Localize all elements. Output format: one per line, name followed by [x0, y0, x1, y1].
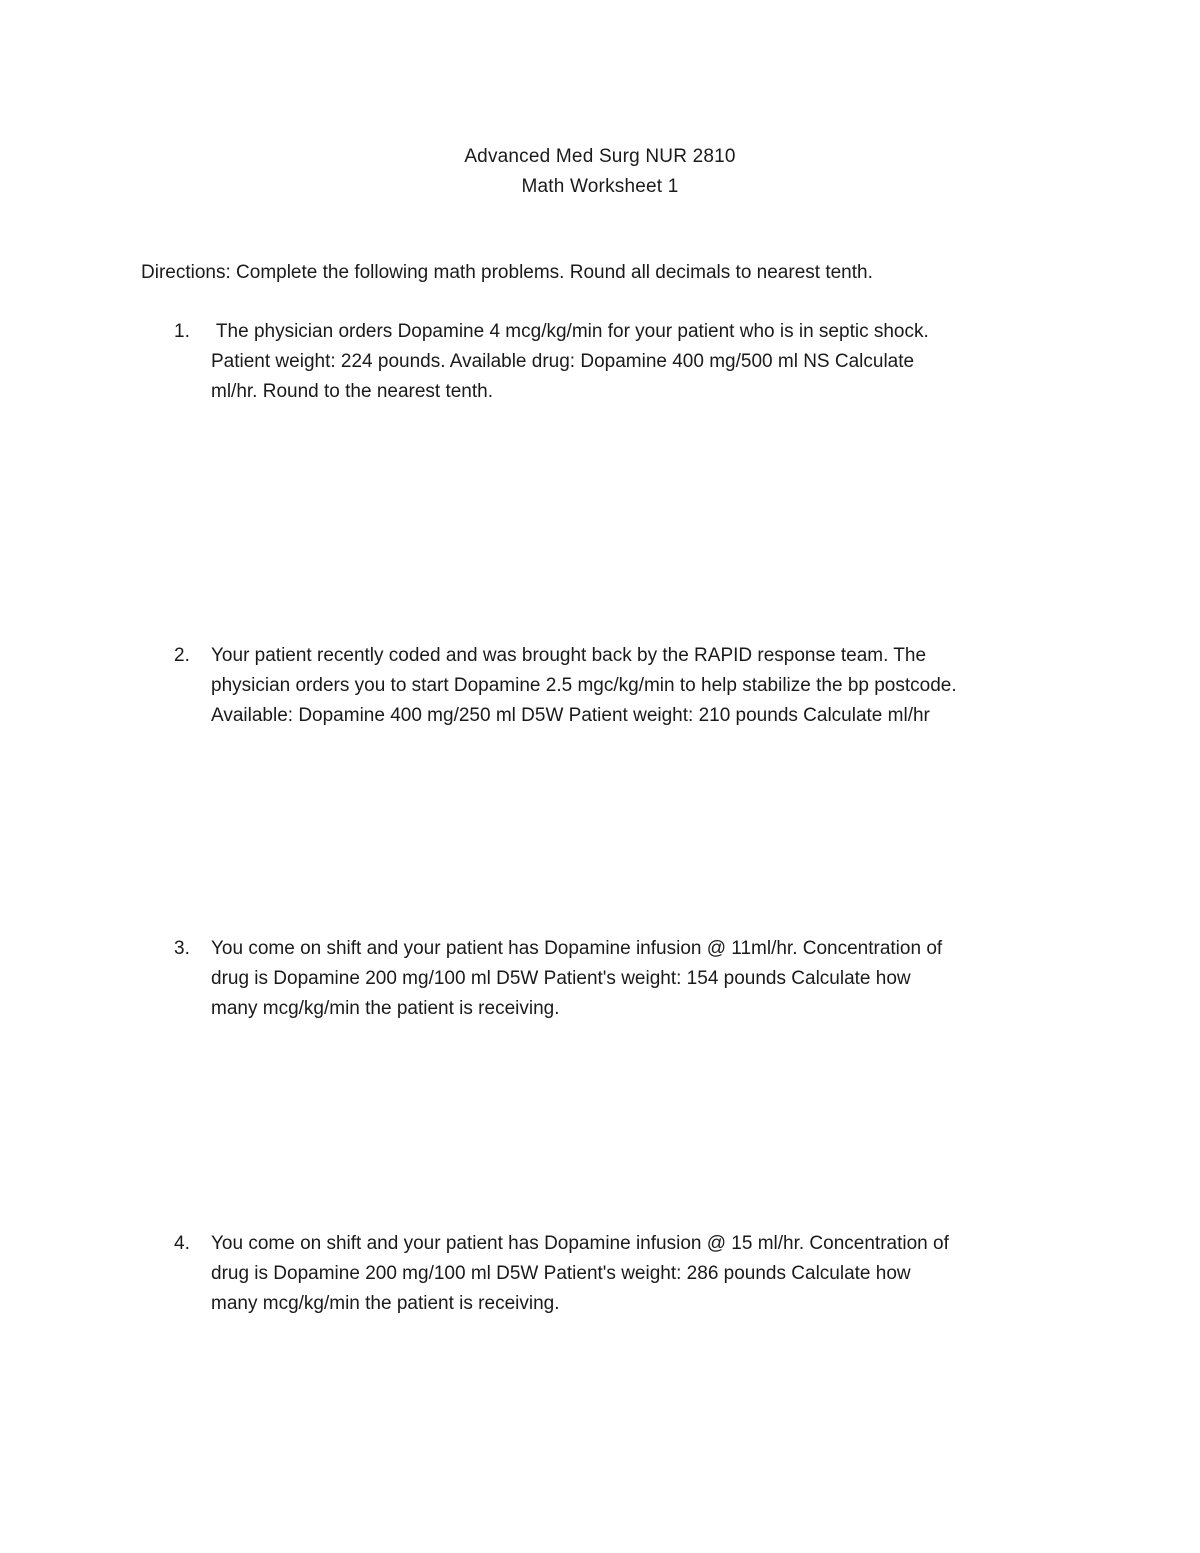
question-text	[211, 1229, 1074, 1319]
question-4	[174, 1229, 1074, 1319]
question-line: Patient weight: 224 pounds. Available drug: Dopamine 400 mg/500 ml NS Calculate	[211, 351, 915, 372]
question-line: The physician orders Dopamine 4 mcg/kg/min for your patient who is in septic shock.	[211, 321, 929, 342]
question-number: 1.	[174, 321, 190, 342]
question-line: Your patient recently coded and was brought back by the RAPID response team. The	[211, 645, 927, 666]
question-text	[211, 317, 1074, 407]
question-line: physician orders you to start Dopamine 2.5 mgc/kg/min to help stabilize the bp postcode.	[211, 675, 957, 696]
question-line: drug is Dopamine 200 mg/100 ml D5W Patient's weight: 154 pounds Calculate how	[211, 968, 911, 989]
question-line: ml/hr. Round to the nearest tenth.	[211, 381, 494, 402]
question-line: many mcg/kg/min the patient is receiving.	[211, 1293, 560, 1314]
worksheet-title: Math Worksheet 1	[521, 176, 679, 197]
question-number: 4.	[174, 1233, 190, 1254]
question-3	[174, 934, 1074, 1024]
question-text	[211, 934, 1074, 1024]
document-header	[0, 142, 1200, 202]
course-title: Advanced Med Surg NUR 2810	[464, 146, 736, 167]
question-line: many mcg/kg/min the patient is receiving.	[211, 998, 560, 1019]
question-line: You come on shift and your patient has Dopamine infusion @ 11ml/hr. Concentration of	[211, 938, 943, 959]
question-text	[211, 641, 1074, 731]
question-line: Available: Dopamine 400 mg/250 ml D5W Patient weight: 210 pounds Calculate ml/hr	[211, 705, 930, 726]
question-number: 3.	[174, 938, 190, 959]
question-line: drug is Dopamine 200 mg/100 ml D5W Patient's weight: 286 pounds Calculate how	[211, 1263, 911, 1284]
question-number: 2.	[174, 645, 190, 666]
question-line: You come on shift and your patient has Dopamine infusion @ 15 ml/hr. Concentration of	[211, 1233, 949, 1254]
directions-text: Directions: Complete the following math problems. Round all decimals to nearest tenth.	[141, 262, 873, 283]
question-2	[174, 641, 1074, 731]
question-1	[174, 317, 1074, 407]
